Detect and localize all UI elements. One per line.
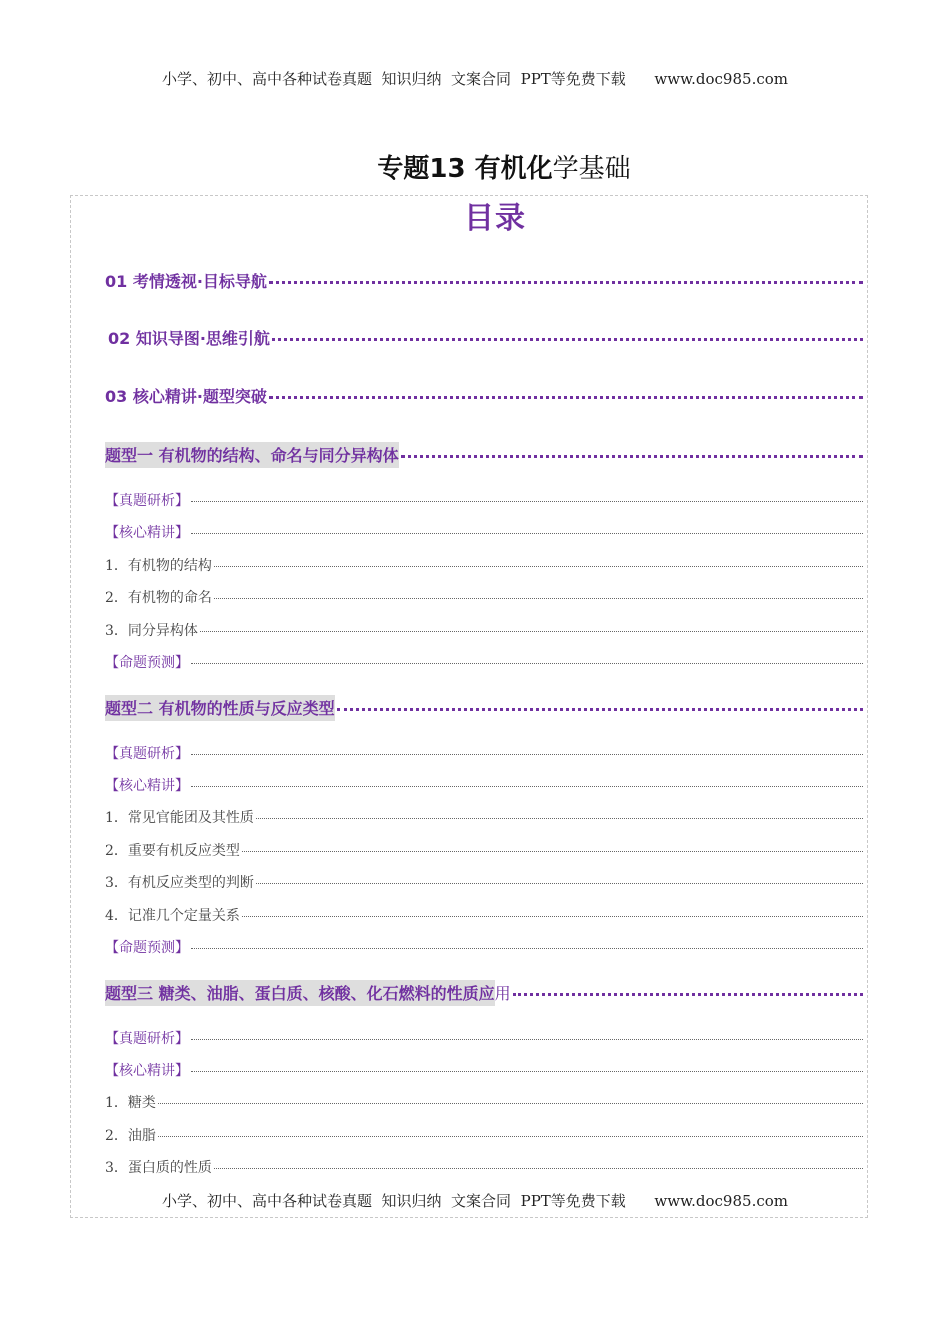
toc-entry-label: 【真题研析】 — [105, 746, 189, 762]
toc-entry-label: 2．重要有机反应类型 — [105, 843, 240, 859]
dot-leader — [242, 850, 863, 852]
dot-leader — [214, 597, 863, 599]
toc-entry-topic-2[interactable] — [105, 695, 863, 721]
toc-entry-label: 题型二 有机物的性质与反应类型 — [105, 695, 335, 721]
dot-leader — [191, 500, 863, 502]
dot-leader — [337, 707, 863, 711]
toc-entry-label: 02 知识导图·思维引航 — [108, 329, 270, 348]
title-middle: 有机化 — [474, 154, 553, 184]
toc-entry-exam-analysis[interactable] — [105, 1028, 863, 1048]
toc-heading: 目录 — [464, 201, 526, 236]
toc-entry-subitem[interactable] — [105, 905, 863, 925]
toc-entry-label: 【命题预测】 — [105, 655, 189, 671]
toc-entry-exam-analysis[interactable] — [105, 743, 863, 763]
dot-leader — [256, 882, 863, 884]
toc-entry-subitem[interactable] — [105, 872, 863, 892]
dot-leader — [200, 630, 863, 632]
toc-entry-label: 【核心精讲】 — [105, 1063, 189, 1079]
toc-entry-label: 3．同分异构体 — [105, 623, 198, 639]
dot-leader — [242, 915, 863, 917]
dot-leader — [191, 1038, 863, 1040]
toc-entry-subitem[interactable] — [105, 1157, 863, 1177]
toc-entry-label: 01 考情透视·目标导航 — [105, 272, 267, 291]
dot-leader — [191, 785, 863, 787]
dot-leader — [191, 532, 863, 534]
toc-entry-prediction[interactable] — [105, 652, 863, 672]
dot-leader — [269, 280, 863, 284]
toc-entry-section-02[interactable] — [108, 326, 863, 349]
title-suffix: 学基础 — [552, 154, 631, 184]
dot-leader — [214, 1167, 863, 1169]
toc-entry-label: 【核心精讲】 — [105, 525, 189, 541]
toc-entry-label: 03 核心精讲·题型突破 — [105, 387, 267, 406]
toc-entry-label: 【核心精讲】 — [105, 778, 189, 794]
toc-entry-label: 【真题研析】 — [105, 1031, 189, 1047]
toc-entry-subitem[interactable] — [105, 587, 863, 607]
dot-leader — [158, 1102, 863, 1104]
toc-entry-subitem[interactable] — [105, 1092, 863, 1112]
toc-entry-label: 题型一 有机物的结构、命名与同分异构体 — [105, 442, 399, 468]
toc-entry-label: 3．有机反应类型的判断 — [105, 875, 254, 891]
dot-leader — [272, 337, 863, 341]
toc-entry-label: 3．蛋白质的性质 — [105, 1160, 212, 1176]
toc-entry-topic-1[interactable] — [105, 442, 863, 468]
toc-entry-exam-analysis[interactable] — [105, 490, 863, 510]
document-title — [0, 148, 950, 185]
title-prefix: 专题13 — [377, 154, 475, 184]
dot-leader — [191, 947, 863, 949]
toc-entry-subitem[interactable] — [105, 840, 863, 860]
toc-entry-label-tail: 用 — [494, 984, 511, 1003]
toc-entry-label: 1．常见官能团及其性质 — [105, 810, 254, 826]
dot-leader — [401, 454, 863, 458]
toc-entry-label: 2．油脂 — [105, 1128, 156, 1144]
toc-entry-label: 1．有机物的结构 — [105, 558, 212, 574]
dot-leader — [191, 1070, 863, 1072]
toc-entry-label: 1．糖类 — [105, 1095, 156, 1111]
toc-entry-subitem[interactable] — [105, 555, 863, 575]
toc-entry-section-01[interactable] — [105, 269, 863, 292]
toc-entry-prediction[interactable] — [105, 937, 863, 957]
toc-entry-label: 4．记准几个定量关系 — [105, 908, 240, 924]
header-banner: 小学、初中、高中各种试卷真题 知识归纳 文案合同 PPT等免费下载 www.doc985.com — [161, 70, 788, 88]
toc-entry-core-lecture[interactable] — [105, 1060, 863, 1080]
toc-entry-subitem[interactable] — [105, 620, 863, 640]
toc-entry-subitem[interactable] — [105, 807, 863, 827]
dot-leader — [158, 1135, 863, 1137]
dot-leader — [513, 992, 863, 996]
dot-leader — [269, 395, 863, 399]
footer-banner: 小学、初中、高中各种试卷真题 知识归纳 文案合同 PPT等免费下载 www.doc985.com — [161, 1192, 788, 1210]
toc-entry-core-lecture[interactable] — [105, 775, 863, 795]
toc-entry-label: 【命题预测】 — [105, 940, 189, 956]
toc-entry-subitem[interactable] — [105, 1125, 863, 1145]
toc-entry-label: 题型三 糖类、油脂、蛋白质、核酸、化石燃料的性质应 — [105, 980, 495, 1006]
dot-leader — [214, 565, 863, 567]
toc-entry-core-lecture[interactable] — [105, 522, 863, 542]
dot-leader — [191, 753, 863, 755]
dot-leader — [256, 817, 863, 819]
toc-entry-label: 2．有机物的命名 — [105, 590, 212, 606]
dot-leader — [191, 662, 863, 664]
toc-entry-topic-3[interactable] — [105, 980, 863, 1006]
toc-entry-section-03[interactable] — [105, 384, 863, 407]
toc-entry-label: 【真题研析】 — [105, 493, 189, 509]
